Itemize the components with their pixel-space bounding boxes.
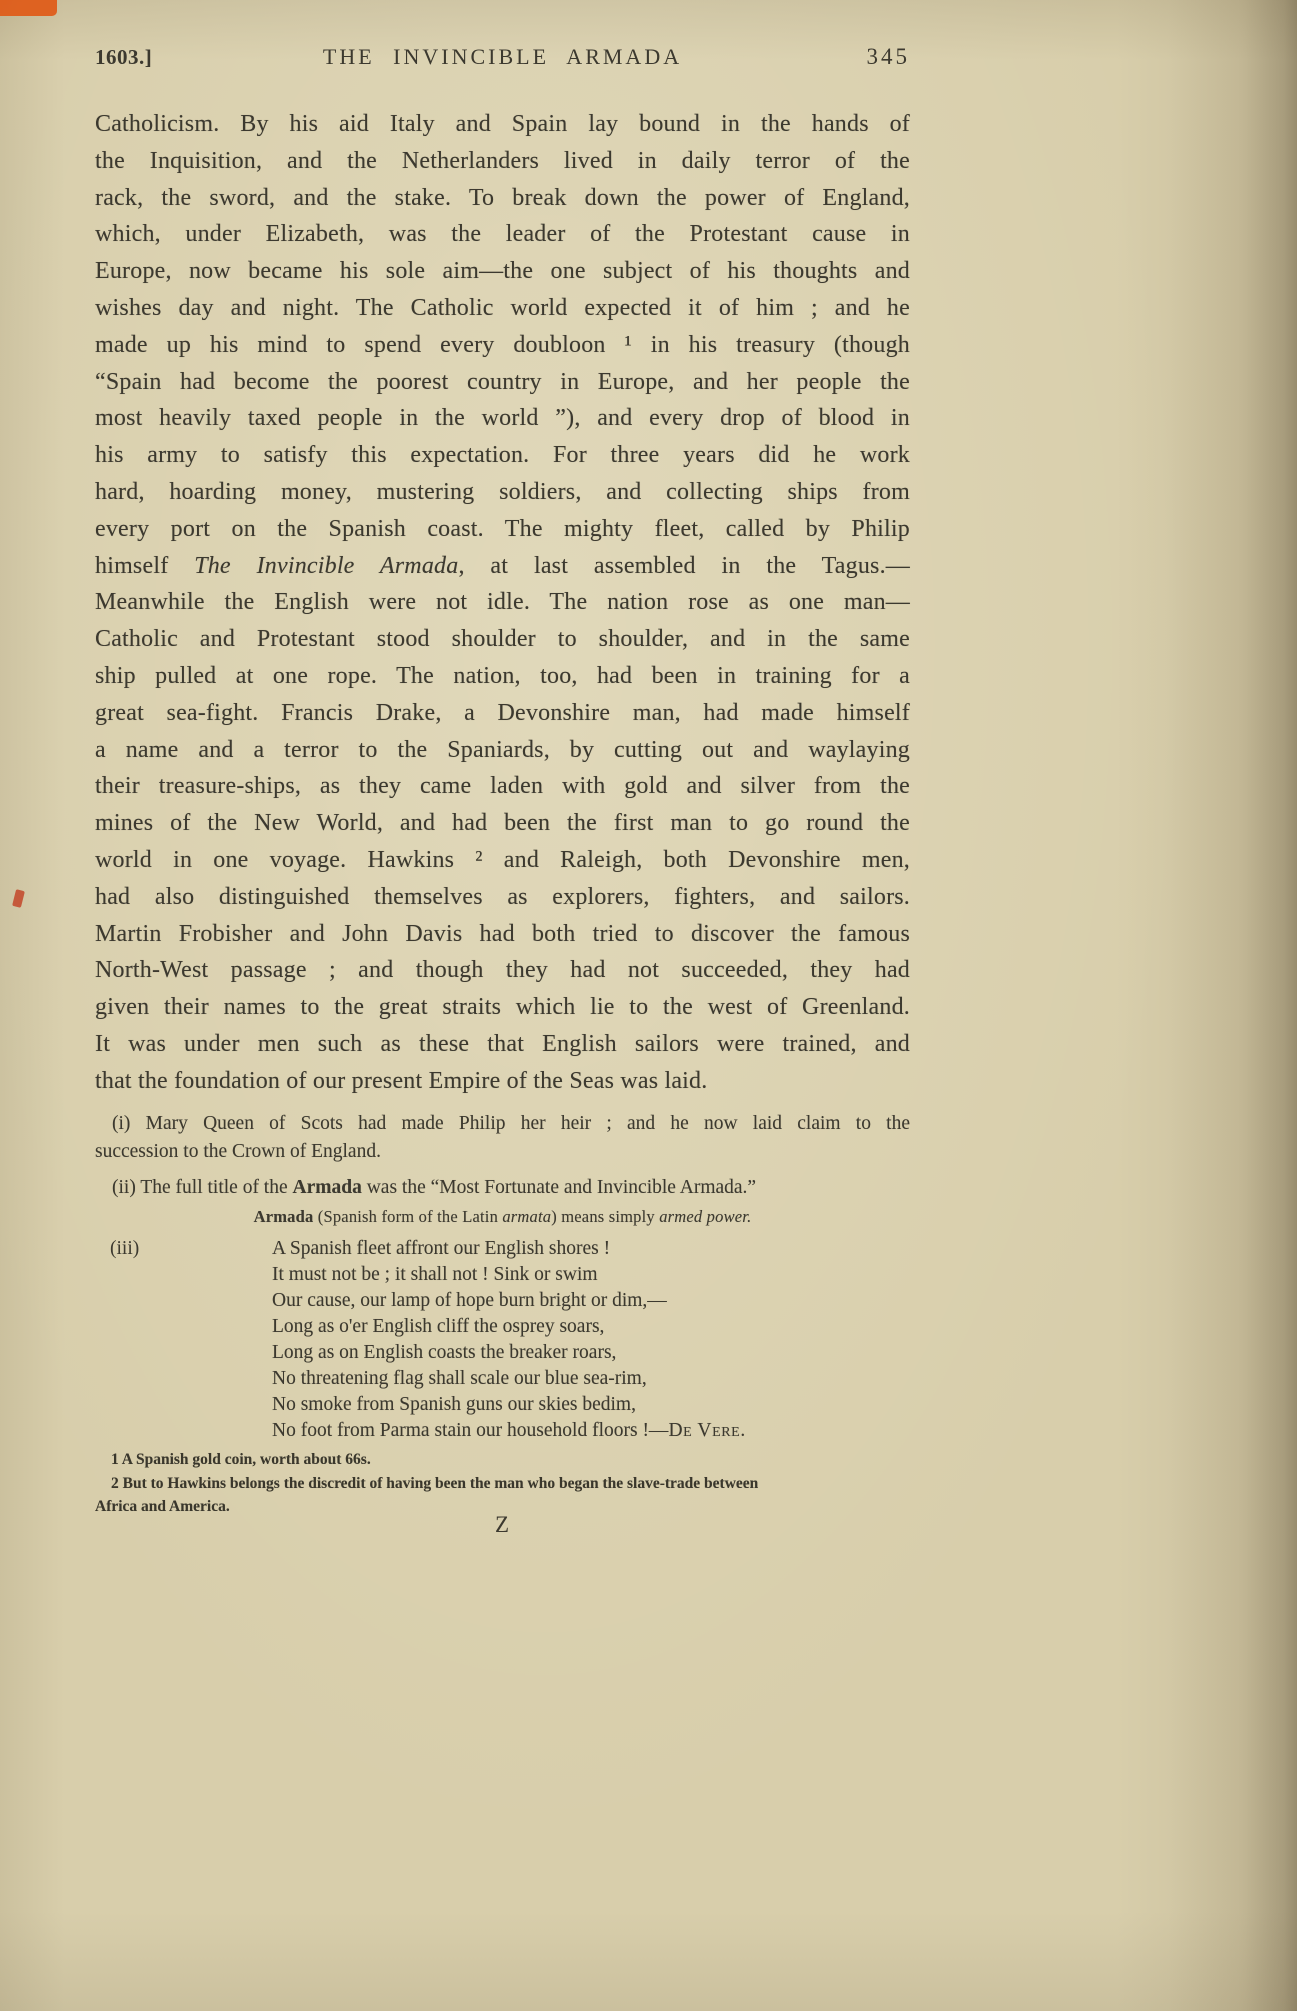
footnote-line: 1 A Spanish gold coin, worth about 66s. (111, 1451, 371, 1468)
note-ii-gloss (95, 1206, 910, 1228)
body-line: North-West passage ; and though they had not succeeded, they had (95, 957, 910, 984)
body-line: every port on the Spanish coast. The mighty fleet, called by Philip (95, 515, 910, 542)
body-line: Catholic and Protestant stood shoulder to shoulder, and in the same (95, 626, 910, 653)
text-segment: himself (95, 552, 195, 579)
text-segment: , at last assembled in the Tagus.— (458, 552, 910, 579)
body-line: the Inquisition, and the Netherlanders lived in daily terror of the (95, 147, 910, 174)
body-line: given their names to the great straits which lie to the west of Greenland. (95, 994, 910, 1021)
body-line: their treasure-ships, as they came laden with gold and silver from the (95, 773, 910, 800)
text-segment: (ii) The full title of the (112, 1177, 293, 1198)
body-line: Europe, now became his sole aim—the one subject of his thoughts and (95, 258, 910, 285)
poem-line: It must not be ; it shall not ! Sink or swim (272, 1264, 598, 1285)
text-segment: The Invincible Armada (194, 552, 459, 579)
poem-line (272, 1418, 910, 1444)
poem-line: No threatening flag shall scale our blue sea-rim, (272, 1368, 647, 1389)
body-line: Meanwhile the English were not idle. The nation rose as one man— (95, 589, 910, 616)
body-line: ship pulled at one rope. The nation, too, had been in training for a (95, 662, 910, 689)
text-segment: De Vere (668, 1420, 741, 1441)
header-date: 1603.] (95, 45, 153, 69)
body-line: made up his mind to spend every doubloon ¹ in his treasury (though (95, 331, 910, 358)
body-paragraph (95, 106, 910, 1100)
body-line: Martin Frobisher and John Davis had both tried to discover the famous (95, 920, 910, 947)
margin-red-mark (12, 889, 25, 908)
body-line: It was under men such as these that English sailors were trained, and (95, 1030, 910, 1057)
note-ii-gloss-line (95, 1206, 910, 1228)
body-line (95, 548, 910, 585)
text-segment: (Spanish form of the Latin (313, 1207, 503, 1226)
poem-line: Long as on English coasts the breaker roars, (272, 1342, 617, 1363)
poem-block (272, 1236, 910, 1444)
poem-line: Our cause, our lamp of hope burn bright or dim,— (272, 1290, 667, 1311)
body-line: hard, hoarding money, mustering soldiers, and collecting ships from (95, 478, 910, 505)
text-segment: armata (502, 1207, 552, 1226)
body-line: rack, the sword, and the stake. To break down the power of England, (95, 184, 910, 211)
body-line: which, under Elizabeth, was the leader of the Protestant cause in (95, 221, 910, 248)
body-line: most heavily taxed people in the world ”), and every drop of blood in (95, 405, 910, 432)
note-iii-label: (iii) (110, 1238, 140, 1259)
text-segment: was the “Most Fortunate and Invincible Armada.” (361, 1177, 757, 1198)
body-line: Catholicism. By his aid Italy and Spain lay bound in the hands of (95, 111, 910, 137)
header-page-number: 345 (866, 44, 910, 69)
text-segment: No foot from Parma stain our household floors !— (272, 1420, 669, 1441)
body-line: had also distinguished themselves as explorers, fighters, and sailors. (95, 883, 910, 910)
note-ii-line (95, 1174, 910, 1202)
body-line: world in one voyage. Hawkins ² and Raleigh, both Devonshire men, (95, 846, 910, 873)
scan-artifact-orange-strip (0, 0, 57, 16)
note-i-line: succession to the Crown of England. (95, 1141, 381, 1162)
body-line: that the foundation of our present Empire of the Seas was laid. (95, 1067, 708, 1094)
text-segment: Armada (292, 1177, 362, 1198)
page-edge-shading (1167, 0, 1297, 2011)
note-i (95, 1110, 910, 1166)
body-line: mines of the New World, and had been the first man to go round the (95, 810, 910, 837)
poem-line: Long as o'er English cliff the osprey soars, (272, 1316, 605, 1337)
footnote-line: Africa and America. (95, 1498, 230, 1515)
body-line: his army to satisfy this expectation. For three years did he work (95, 442, 910, 469)
text-segment: ) means simply (551, 1207, 660, 1226)
poem-line: A Spanish fleet affront our English shores ! (272, 1238, 611, 1259)
note-i-line: (i) Mary Queen of Scots had made Philip her heir ; and he now laid claim to the (112, 1113, 910, 1134)
text-segment: Armada (253, 1207, 314, 1226)
footnote-line: 2 But to Hawkins belongs the discredit of having been the man who began the slave-trade between (111, 1474, 759, 1492)
note-ii (95, 1174, 910, 1202)
running-header (95, 44, 910, 70)
body-line: great sea-fight. Francis Drake, a Devonshire man, had made himself (95, 699, 910, 726)
note-iii (95, 1236, 910, 1444)
body-line: a name and a terror to the Spaniards, by cutting out and waylaying (95, 736, 910, 763)
header-title: THE INVINCIBLE ARMADA (322, 44, 683, 69)
body-line: “Spain had become the poorest country in Europe, and her people the (95, 368, 910, 395)
poem-line: No smoke from Spanish guns our skies bedim, (272, 1394, 636, 1415)
footnotes-block (95, 1448, 910, 1519)
text-segment: armed power. (659, 1207, 752, 1226)
printer-signature: Z (494, 1512, 511, 1537)
text-segment: . (740, 1420, 746, 1441)
body-line: wishes day and night. The Catholic world expected it of him ; and he (95, 294, 910, 321)
